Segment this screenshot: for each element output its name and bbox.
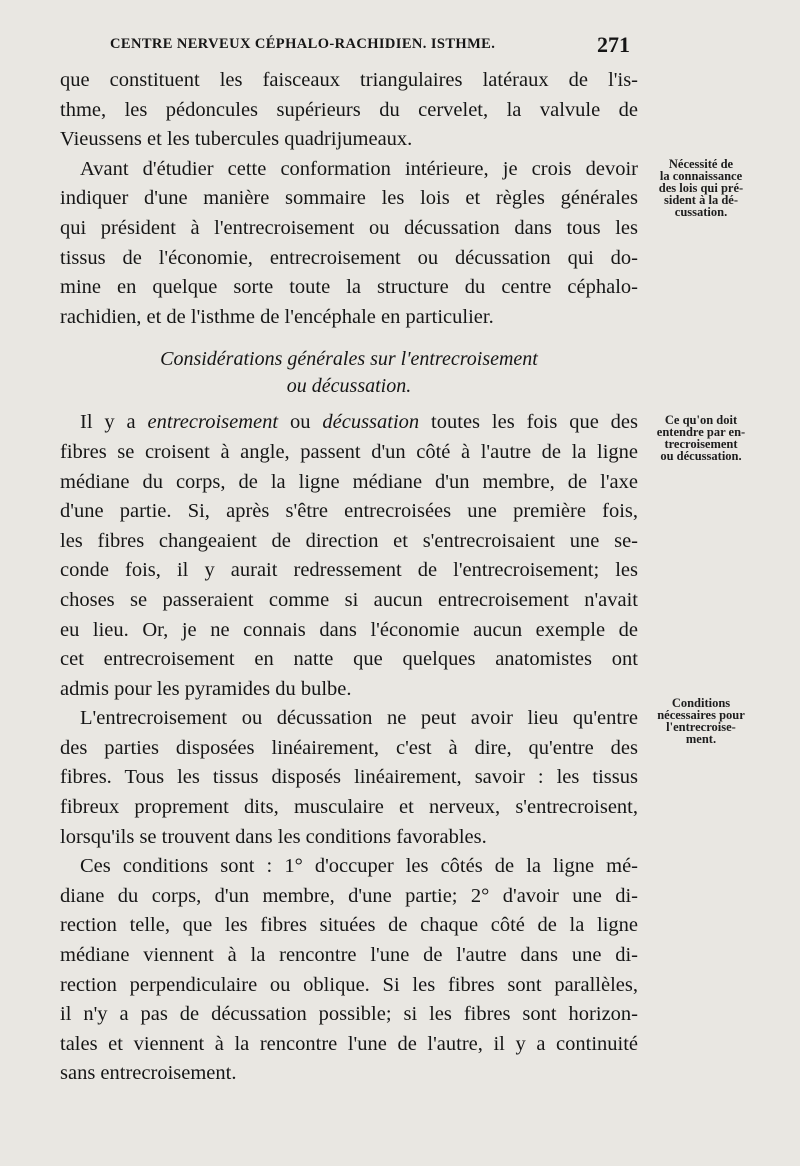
text-line: mine en quelque sorte toute la structure du centre céphalo- [60, 276, 638, 299]
text-line: choses se passeraient comme si aucun entrecroisement n'avait [60, 588, 638, 611]
text-line: médiane du corps, de la ligne médiane d'un membre, de l'axe [60, 470, 638, 493]
text-line: rection perpendiculaire ou oblique. Si les fibres sont parallèles, [60, 973, 638, 996]
text-line: d'une partie. Si, après s'être entrecroisées une première fois, [60, 500, 638, 523]
text-line: Vieussens et les tubercules quadrijumeaux. [60, 128, 413, 151]
text-run: ou [278, 411, 323, 434]
page-number: 271 [597, 32, 630, 57]
text-line: médiane viennent à la rencontre l'une de l'autre dans une di- [60, 944, 638, 967]
text-line: les fibres changeaient de direction et s'entrecroisaient une se- [60, 529, 638, 552]
section-heading-line: ou décussation. [286, 375, 412, 398]
text-line [60, 408, 638, 438]
italic-term: entrecroisement [147, 411, 279, 434]
text-line: rachidien, et de l'isthme de l'encéphale en particulier. [60, 305, 494, 328]
text-run: Il y a [80, 411, 148, 434]
text-line: thme, les pédoncules supérieurs du cervelet, la valvule de [60, 98, 638, 121]
margin-note-conditions [642, 697, 760, 745]
italic-term: décussation [322, 411, 420, 434]
text-line: tales et viennent à la rencontre l'une de l'autre, il y a continuité [60, 1032, 638, 1055]
text-line: tissus de l'économie, entrecroisement ou décussation qui do- [60, 246, 638, 269]
text-line: que constituent les faisceaux triangulaires latéraux de l'is- [60, 69, 638, 91]
margin-note-line: ou décussation. [660, 449, 742, 463]
margin-note-line: ment. [685, 732, 717, 746]
section-heading [60, 346, 638, 400]
text-line: conde fois, il y aurait redressement de l'entrecroisement; les [60, 559, 638, 582]
text-line: rection telle, que les fibres situées de chaque côté de la ligne [60, 914, 638, 937]
text-line: fibres. Tous les tissus disposés linéairement, savoir : les tissus [60, 766, 638, 789]
running-title: CENTRE NERVEUX CÉPHALO-RACHIDIEN. ISTHME. [110, 36, 496, 52]
text-line: il n'y a pas de décussation possible; si les fibres sont horizon- [60, 1003, 638, 1026]
text-line: diane du corps, d'un membre, d'une partie; 2° d'avoir une di- [60, 884, 638, 907]
text-line: fibreux proprement dits, musculaire et nerveux, s'entrecroisent, [60, 796, 638, 819]
margin-note-definition [642, 414, 760, 462]
section-heading-line: Considérations générales sur l'entrecroisement [160, 348, 538, 371]
margin-note-line: des lois qui pré- [658, 181, 744, 195]
text-line: sans entrecroisement. [60, 1062, 237, 1085]
text-line: Ces conditions sont : 1° d'occuper les côtés de la ligne mé- [80, 855, 638, 878]
margin-note-line: cussation. [674, 205, 728, 219]
text-line: lorsqu'ils se trouvent dans les conditions favorables. [60, 825, 487, 848]
text-line: admis pour les pyramides du bulbe. [60, 677, 352, 700]
main-text [60, 66, 638, 1089]
text-line: Avant d'étudier cette conformation intérieure, je crois devoir [80, 157, 638, 180]
text-line: L'entrecroisement ou décussation ne peut avoir lieu qu'entre [80, 707, 638, 730]
margin-note-line: sident à la dé- [664, 193, 738, 207]
margin-note-line: entendre par en- [656, 425, 746, 439]
margin-note-line: l'entrecroise- [666, 720, 736, 734]
text-line: qui président à l'entrecroisement ou décussation dans tous les [60, 216, 638, 239]
text-run: toutes les fois que des [419, 411, 639, 434]
text-line: cet entrecroisement en natte que quelques anatomistes ont [60, 648, 638, 671]
margin-note-necessity [642, 158, 760, 218]
text-line: eu lieu. Or, je ne connais dans l'économie aucun exemple de [60, 618, 638, 641]
running-header [92, 34, 630, 60]
text-line: des parties disposées linéairement, c'est à dire, qu'entre des [60, 736, 638, 759]
text-line: indiquer d'une manière sommaire les lois et règles générales [60, 187, 638, 210]
margin-note-line: nécessaires pour [657, 708, 745, 722]
margin-note-line: la connaissance [659, 169, 743, 183]
text-line: fibres se croisent à angle, passent d'un côté à l'autre de la ligne [60, 440, 638, 463]
margin-note-line: Ce qu'on doit [664, 413, 738, 427]
margin-note-line: Nécessité de [668, 157, 734, 171]
margin-note-line: trecroisement [664, 437, 738, 451]
margin-note-line: Conditions [671, 696, 731, 710]
